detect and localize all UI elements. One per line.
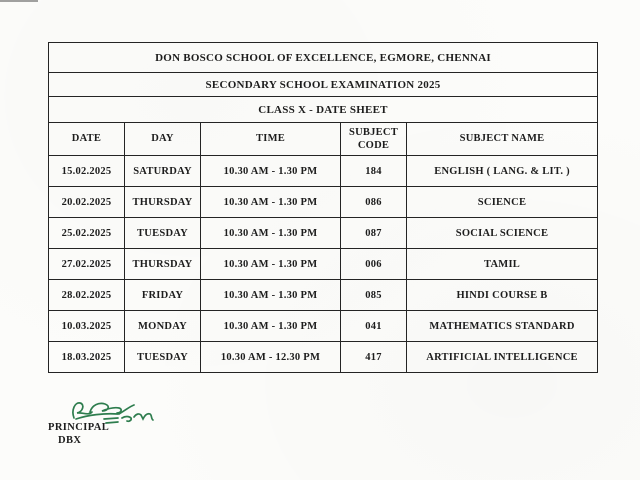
col-header-date: DATE xyxy=(49,123,125,156)
subject-code-cell: 087 xyxy=(341,218,407,249)
col-header-day: DAY xyxy=(125,123,201,156)
subject-name-cell: ENGLISH ( LANG. & LIT. ) xyxy=(407,156,598,187)
date-sheet-table xyxy=(48,42,598,373)
table-row xyxy=(49,218,598,249)
subject-code-cell: 417 xyxy=(341,342,407,373)
time-cell: 10.30 AM - 1.30 PM xyxy=(201,156,341,187)
table-row xyxy=(49,280,598,311)
subject-name-cell: ARTIFICIAL INTELLIGENCE xyxy=(407,342,598,373)
class-date-sheet-title: CLASS X - DATE SHEET xyxy=(49,97,598,123)
table-row xyxy=(49,311,598,342)
table-row xyxy=(49,156,598,187)
subject-code-cell: 041 xyxy=(341,311,407,342)
date-cell: 28.02.2025 xyxy=(49,280,125,311)
subject-name-cell: SOCIAL SCIENCE xyxy=(407,218,598,249)
date-cell: 27.02.2025 xyxy=(49,249,125,280)
date-cell: 18.03.2025 xyxy=(49,342,125,373)
time-cell: 10.30 AM - 1.30 PM xyxy=(201,311,341,342)
table-row xyxy=(49,342,598,373)
day-cell: TUESDAY xyxy=(125,342,201,373)
subject-name-cell: HINDI COURSE B xyxy=(407,280,598,311)
day-cell: FRIDAY xyxy=(125,280,201,311)
subject-code-cell: 184 xyxy=(341,156,407,187)
date-cell: 10.03.2025 xyxy=(49,311,125,342)
dbx-label: DBX xyxy=(58,435,82,446)
time-cell: 10.30 AM - 1.30 PM xyxy=(201,249,341,280)
principal-label: PRINCIPAL xyxy=(48,422,110,433)
subject-name-cell: SCIENCE xyxy=(407,187,598,218)
subject-name-cell: MATHEMATICS STANDARD xyxy=(407,311,598,342)
signature-block xyxy=(44,398,194,458)
time-cell: 10.30 AM - 1.30 PM xyxy=(201,280,341,311)
subject-code-cell: 086 xyxy=(341,187,407,218)
time-cell: 10.30 AM - 12.30 PM xyxy=(201,342,341,373)
col-header-time: TIME xyxy=(201,123,341,156)
subject-name-cell: TAMIL xyxy=(407,249,598,280)
day-cell: THURSDAY xyxy=(125,249,201,280)
day-cell: SATURDAY xyxy=(125,156,201,187)
column-header-row xyxy=(49,123,598,156)
date-cell: 25.02.2025 xyxy=(49,218,125,249)
table-row xyxy=(49,187,598,218)
school-name: DON BOSCO SCHOOL OF EXCELLENCE, EGMORE, CHENNAI xyxy=(49,43,598,73)
day-cell: TUESDAY xyxy=(125,218,201,249)
exam-title: SECONDARY SCHOOL EXAMINATION 2025 xyxy=(49,73,598,97)
time-cell: 10.30 AM - 1.30 PM xyxy=(201,218,341,249)
day-cell: MONDAY xyxy=(125,311,201,342)
date-cell: 15.02.2025 xyxy=(49,156,125,187)
scan-artifact xyxy=(0,0,38,2)
date-cell: 20.02.2025 xyxy=(49,187,125,218)
table-row xyxy=(49,249,598,280)
col-header-subject-name: SUBJECT NAME xyxy=(407,123,598,156)
subject-code-cell: 085 xyxy=(341,280,407,311)
day-cell: THURSDAY xyxy=(125,187,201,218)
col-header-subject-code: SUBJECT CODE xyxy=(341,123,407,156)
time-cell: 10.30 AM - 1.30 PM xyxy=(201,187,341,218)
subject-code-cell: 006 xyxy=(341,249,407,280)
